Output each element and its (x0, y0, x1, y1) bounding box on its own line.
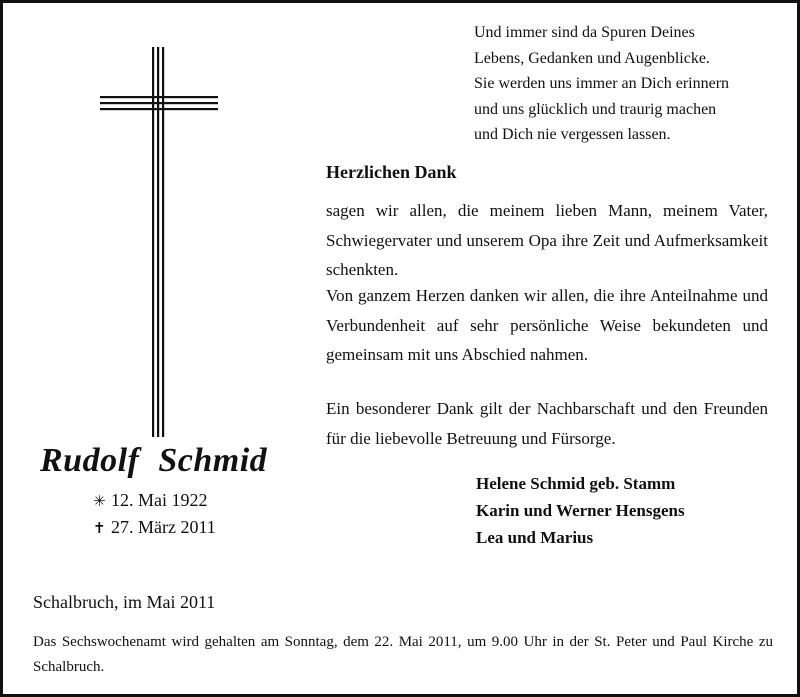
thanks-paragraph: sagen wir allen, die meinem lieben Mann, meinem Vater, Schwiegervater und unserem Opa ihre Zeit und Aufmerksamkeit schenkten. (326, 201, 768, 279)
cross-icon (100, 47, 218, 437)
signer: Lea und Marius (476, 528, 594, 547)
thanks-paragraph: Von ganzem Herzen danken wir allen, die ihre Anteilnahme und Verbundenheit auf sehr persönliche Weise bekundeten und gemeinsam mit uns Abschied nahmen. (326, 286, 768, 364)
thanks-title: Herzlichen Dank (326, 162, 457, 182)
birth-star-icon: ✳ (93, 492, 106, 510)
memorial-poem (474, 20, 784, 148)
death-date: 27. März 2011 (111, 517, 216, 537)
death-date-row (93, 514, 216, 541)
poem-line: Lebens, Gedanken und Augenblicke. (474, 49, 710, 67)
service-notice: Das Sechswochenamt wird gehalten am Sonntag, dem 22. Mai 2011, um 9.00 Uhr in der St. Peter und Paul Kirche zu Schalbruch. (33, 634, 773, 675)
birth-date: 12. Mai 1922 (111, 490, 208, 510)
signer: Karin und Werner Hensgens (476, 501, 685, 520)
place-date: Schalbruch, im Mai 2011 (33, 592, 216, 612)
signer: Helene Schmid geb. Stamm (476, 474, 676, 493)
poem-line: Sie werden uns immer an Dich erinnern (474, 75, 730, 93)
poem-line: Und immer sind da Spuren Deines (474, 24, 695, 41)
poem-line: und Dich nie vergessen lassen. (474, 126, 671, 144)
life-dates (93, 487, 216, 541)
birth-date-row (93, 487, 216, 514)
poem-line: und uns glücklich und traurig machen (474, 100, 717, 118)
death-cross-icon: ✝ (93, 519, 106, 537)
deceased-name: Rudolf Schmid (40, 442, 268, 479)
thanks-paragraph: Ein besonderer Dank gilt der Nachbarschaft und den Freunden für die liebevolle Betreuung und Fürsorge. (326, 399, 768, 448)
signers-list (476, 470, 685, 551)
